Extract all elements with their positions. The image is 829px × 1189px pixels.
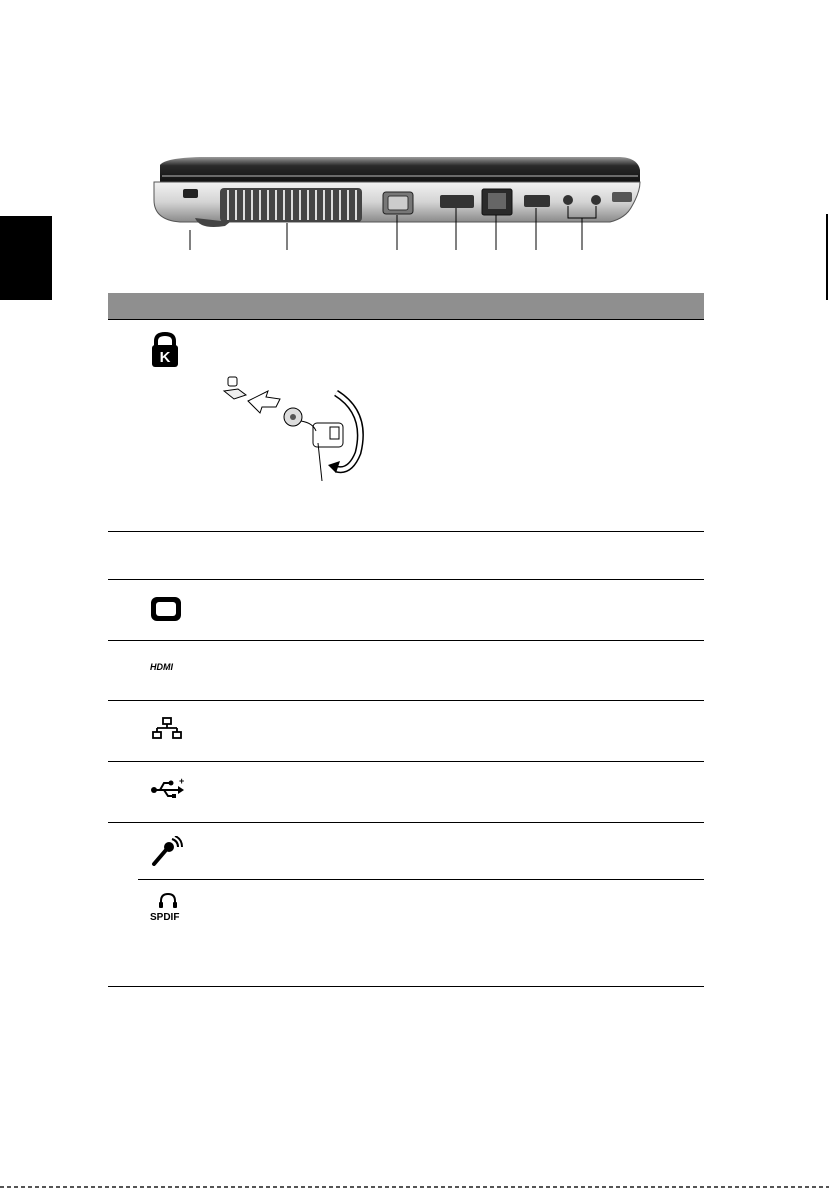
svg-text:+: + (179, 778, 185, 786)
row-divider (108, 700, 704, 701)
headphone-spdif-icon (149, 890, 189, 922)
usb-icon (150, 778, 186, 800)
spdif-label: SPDIF (150, 912, 180, 922)
row-divider (138, 879, 704, 880)
network-icon (152, 716, 182, 742)
row-divider (108, 822, 704, 823)
row-divider (108, 579, 704, 580)
kensington-letter: K (159, 349, 171, 366)
row-divider (108, 986, 704, 987)
kensington-lock-icon (148, 331, 182, 369)
row-divider (108, 319, 704, 320)
microphone-icon (150, 836, 184, 866)
row-divider (108, 761, 704, 762)
hdmi-icon (150, 661, 184, 673)
row-divider (108, 531, 704, 532)
page-bottom-edge (0, 1186, 829, 1188)
lock-installation-illustration (218, 373, 368, 483)
vga-port-icon (150, 596, 182, 622)
row-divider (108, 640, 704, 641)
laptop-side-view (140, 130, 660, 280)
chapter-tab (0, 216, 52, 300)
hdmi-label: HDMI (150, 662, 173, 672)
table-header (108, 293, 704, 320)
margin-rule (826, 214, 828, 300)
